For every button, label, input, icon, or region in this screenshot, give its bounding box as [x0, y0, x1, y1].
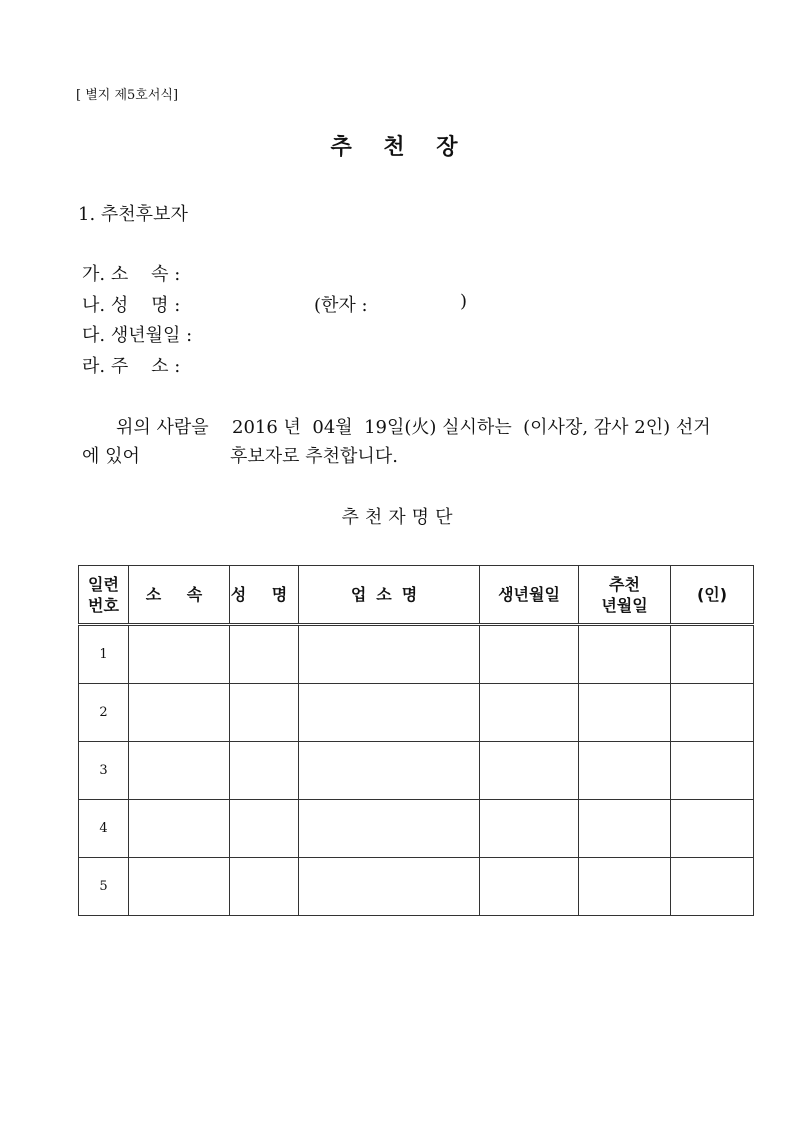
cell-birthdate[interactable] [480, 858, 579, 916]
header-affiliation: 소 속 [129, 566, 230, 625]
cell-business-name[interactable] [299, 800, 480, 858]
cell-birthdate[interactable] [480, 625, 579, 684]
table-row [79, 858, 754, 916]
paragraph-line2-lead: 에 있어 [82, 446, 140, 467]
cell-affiliation[interactable] [129, 625, 230, 684]
header-business-name: 업소명 [299, 566, 480, 625]
paragraph-line1-rest: 2016 년 04월 19일(火) 실시하는 (이사장, 감사 2인) 선거 [232, 417, 711, 438]
cell-birthdate[interactable] [480, 742, 579, 800]
field-name: 나. 성 명 : [82, 295, 181, 316]
recommender-list-title: 추천자명단 [341, 507, 459, 528]
cell-name[interactable] [230, 625, 299, 684]
cell-seal[interactable] [671, 742, 754, 800]
header-name: 성 명 [230, 566, 299, 625]
cell-seal[interactable] [671, 625, 754, 684]
cell-name[interactable] [230, 684, 299, 742]
table-row [79, 800, 754, 858]
cell-affiliation[interactable] [129, 858, 230, 916]
table-row [79, 625, 754, 684]
table-row [79, 684, 754, 742]
paragraph-line1-lead: 위의 사람을 [116, 417, 209, 438]
cell-recommend-date[interactable] [579, 800, 671, 858]
field-hanja-close: ) [460, 291, 468, 312]
table-header-row [79, 566, 754, 625]
section-heading: 1. 추천후보자 [78, 204, 188, 225]
row-number: 3 [79, 742, 129, 800]
cell-business-name[interactable] [299, 684, 480, 742]
row-number: 2 [79, 684, 129, 742]
field-birthdate: 다. 생년월일 : [82, 325, 193, 346]
form-number: [ 별지 제5호서식] [76, 88, 179, 103]
page-title: 추 천 장 [330, 135, 470, 160]
cell-affiliation[interactable] [129, 800, 230, 858]
row-number: 5 [79, 858, 129, 916]
cell-business-name[interactable] [299, 858, 480, 916]
cell-seal[interactable] [671, 800, 754, 858]
recommender-table [78, 565, 754, 916]
header-recommend-date: 추천 년월일 [579, 566, 671, 625]
cell-recommend-date[interactable] [579, 684, 671, 742]
row-number: 1 [79, 625, 129, 684]
header-serial-number: 일련 번호 [79, 566, 129, 625]
cell-recommend-date[interactable] [579, 625, 671, 684]
cell-affiliation[interactable] [129, 742, 230, 800]
cell-affiliation[interactable] [129, 684, 230, 742]
field-address: 라. 주 소 : [82, 356, 181, 377]
cell-recommend-date[interactable] [579, 858, 671, 916]
cell-birthdate[interactable] [480, 800, 579, 858]
cell-seal[interactable] [671, 858, 754, 916]
cell-name[interactable] [230, 800, 299, 858]
cell-name[interactable] [230, 742, 299, 800]
cell-recommend-date[interactable] [579, 742, 671, 800]
field-affiliation: 가. 소 속 : [82, 264, 181, 285]
paragraph-line2-rest: 후보자로 추천합니다. [230, 446, 398, 467]
header-seal: (인) [671, 566, 754, 625]
table-row [79, 742, 754, 800]
cell-business-name[interactable] [299, 742, 480, 800]
cell-business-name[interactable] [299, 625, 480, 684]
cell-birthdate[interactable] [480, 684, 579, 742]
field-hanja-label: (한자 : [314, 295, 368, 316]
cell-name[interactable] [230, 858, 299, 916]
header-birthdate: 생년월일 [480, 566, 579, 625]
cell-seal[interactable] [671, 684, 754, 742]
row-number: 4 [79, 800, 129, 858]
